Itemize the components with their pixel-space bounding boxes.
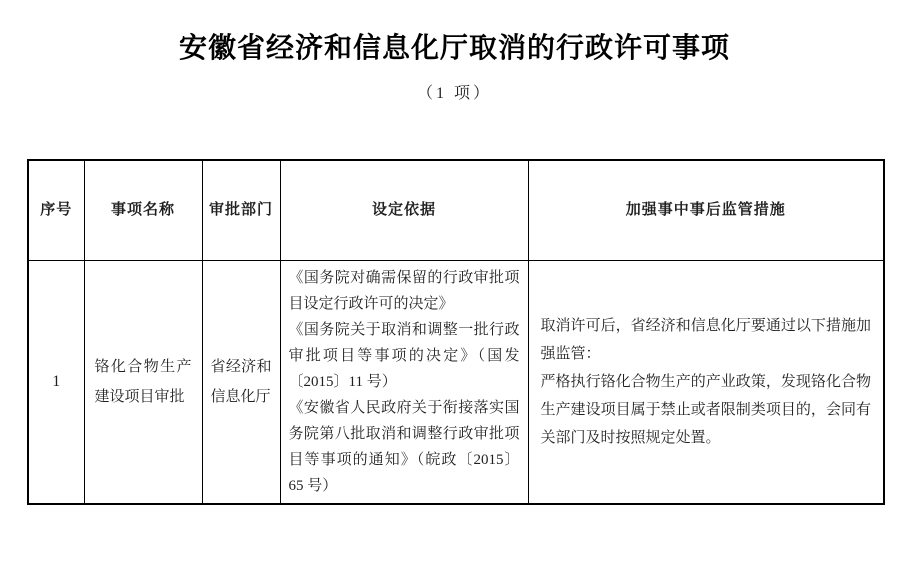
items-table <box>27 159 885 505</box>
header-measures: 加强事中事后监管措施 <box>528 160 884 260</box>
measures-detail: 严格执行铬化合物生产的产业政策，发现铬化合物生产建设项目属于禁止或者限制类项目的，会同有关部门及时按照规定处置。 <box>540 373 871 446</box>
header-department: 审批部门 <box>202 160 280 260</box>
header-item-name: 事项名称 <box>84 160 202 260</box>
header-index: 序号 <box>28 160 84 260</box>
page-title: 安徽省经济和信息化厅取消的行政许可事项 <box>178 33 730 64</box>
row-index: 1 <box>28 260 84 504</box>
row-department: 省经济和信息化厅 <box>202 260 280 504</box>
basis-citation-2: 《国务院关于取消和调整一批行政审批项目等事项的决定》（国发〔2015〕11 号） <box>288 321 520 390</box>
header-basis: 设定依据 <box>280 160 528 260</box>
row-item-name: 铬化合物生产建设项目审批 <box>84 260 202 504</box>
row-basis <box>280 260 528 504</box>
row-measures <box>528 260 884 504</box>
table-row <box>28 260 884 504</box>
basis-citation-1: 《国务院对确需保留的行政审批项目设定行政许可的决定》 <box>288 269 520 312</box>
page-subtitle: （1 项） <box>416 85 492 102</box>
table-header-row <box>28 160 884 260</box>
measures-intro: 取消许可后，省经济和信息化厅要通过以下措施加强监管： <box>540 317 871 362</box>
basis-citation-3: 《安徽省人民政府关于衔接落实国务院第八批取消和调整行政审批项目等事项的通知》（皖政〔2015〕65 号） <box>288 399 520 494</box>
